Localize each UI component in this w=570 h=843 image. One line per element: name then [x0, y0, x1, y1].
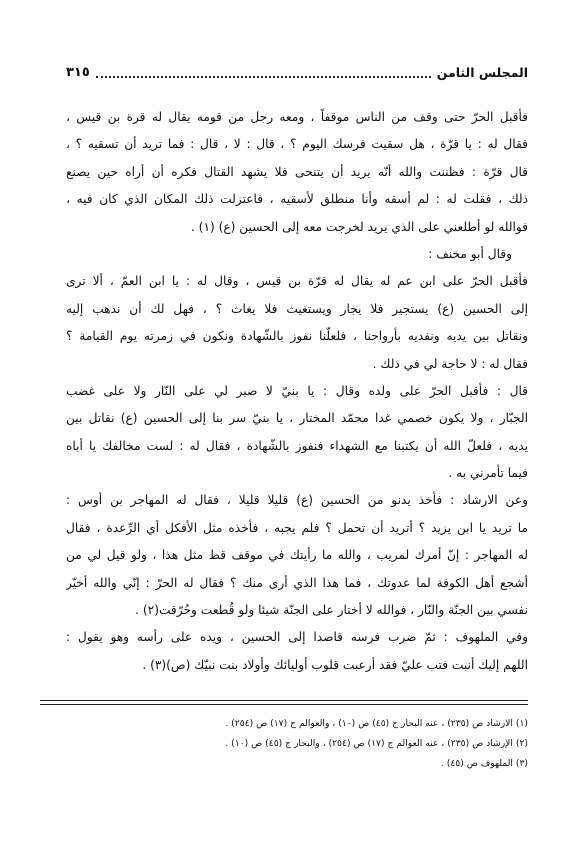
text-line: أشجع أهل الكوفة لما عدوتك ، فما هذا الذي أرى منك ؟ فقال له الحرّ : إنّي والله أخيّر [66, 575, 528, 590]
footnote: (٣) الملهوف ص (٤٥) . [440, 758, 528, 769]
text-line: ذلك ، فقلت له : لم أسقه وأنا منطلق لأسقيه ، فاعتزلت ذلك المكان الذي كان فيه ، [66, 192, 528, 207]
text-line: يديه ، فلعلّ الله أن يكتبنا مع الشهداء فنفوز بالشّهادة ، فقال له : لست مخالفك يا أباه [66, 438, 528, 453]
main-text [66, 104, 528, 679]
page-header [66, 62, 528, 82]
text-line: قال : فأقبل الحرّ على ولده وقال : يا بنيّ لا صبر لي على النّار ولا على غضب [66, 383, 528, 398]
text-line: فوالله لو أطلعني على الذي يريد لخرجت معه إلى الحسين (ع) (١) . [190, 219, 528, 234]
footnote: (١) الارشاد ص (٢٣٥) ، عنه البحار ج (٤٥) ص (١٠) ، والعوالم ج (١٧) ص (٢٥٤) . [225, 718, 528, 729]
text-line: له المهاجر : إنّ أمرك لمريب ، والله ما رأيتك في موقف قط مثل هذا ، ولو قيل لي من [66, 548, 528, 563]
text-line: وعن الارشاد : فأخذ يدنو من الحسين (ع) قليلا قليلا ، فقال له المهاجر بن أوس : [66, 493, 528, 508]
text-line: وفي الملهوف : ثمّ ضرب فرسه قاصدا إلى الحسين ، ويده على رأسه وهو يقول : [66, 630, 528, 645]
text-line: فقال له : يا قرّة ، هل سقيت فرسك اليوم ؟ ، قال : لا ، قال : فما تريد أن تسقيه ؟ ، [66, 137, 528, 152]
text-line: قال قرّة : فظننت والله أنّه يريد أن يتنحى فلا يشهد القتال فكره أن أراه حين يصنع [66, 164, 528, 179]
text-line: ونقاتل بين يديه ونفديه بأرواحنا ، فلعلّنا نفوز بالشّهادة ونكون في زمرته يوم القيامة ؟ [66, 329, 528, 344]
footnote-separator [40, 700, 528, 701]
text-line: فأقبل الحرّ حتى وقف من الناس موقفاً ، ومعه رجل من قومه يقال له قرة بن قيس ، [66, 110, 528, 124]
text-line: نفسي بين الجنّة والنّار ، فوالله لا أختار على الجنّة شيئا ولو قُطعت وحُرّقت(٢) . [135, 603, 528, 618]
text-line: فأقبل الحرّ على ابن عم له يقال له قرّة بن قيس ، وقال له : يا ابن العمّ ، ألا ترى [66, 274, 528, 289]
footnote: (٢) الإرشاد ص (٢٣٥) ، عنه العوالم ج (١٧) ص (٢٥٤) ، والبحار ج (٤٥) ص (١٠) . [225, 738, 528, 749]
text-line: فيما تأمرني به . [448, 466, 528, 481]
text-line: الجبّار ، ولا يكون خصمي غدا محمّد المختار ، يا بنيّ سر بنا إلى الحسين (ع) نقاتل بين [66, 411, 528, 426]
text-line: ما تريد يا ابن يزيد ؟ أتريد أن تحمل ؟ فلم يجبه ، فأخذه مثل الأفكل أي الرِّعدة ، فقال [66, 520, 528, 535]
text-line: اللهم إليك أنبت فتب عليّ فقد أرعبت قلوب أوليائك وأولاد بنت نبيّك (ص)(٣) . [142, 657, 528, 672]
text-line: إلى الحسين (ع) يستجير فلا يجار ويستغيث فلا يغاث ؟ ، فهل لك أن نذهب إليه [66, 301, 528, 316]
footnote-separator-inner [40, 704, 528, 705]
page-number: ٣١٥ [66, 64, 90, 80]
text-line: فقال له : لا حاجة لي في ذلك . [372, 356, 528, 371]
dotted-leader [96, 67, 431, 78]
footnotes [66, 714, 528, 774]
chapter-title: المجلس الثامن [436, 64, 528, 80]
text-line: وقال أبو مخنف : [428, 246, 512, 261]
